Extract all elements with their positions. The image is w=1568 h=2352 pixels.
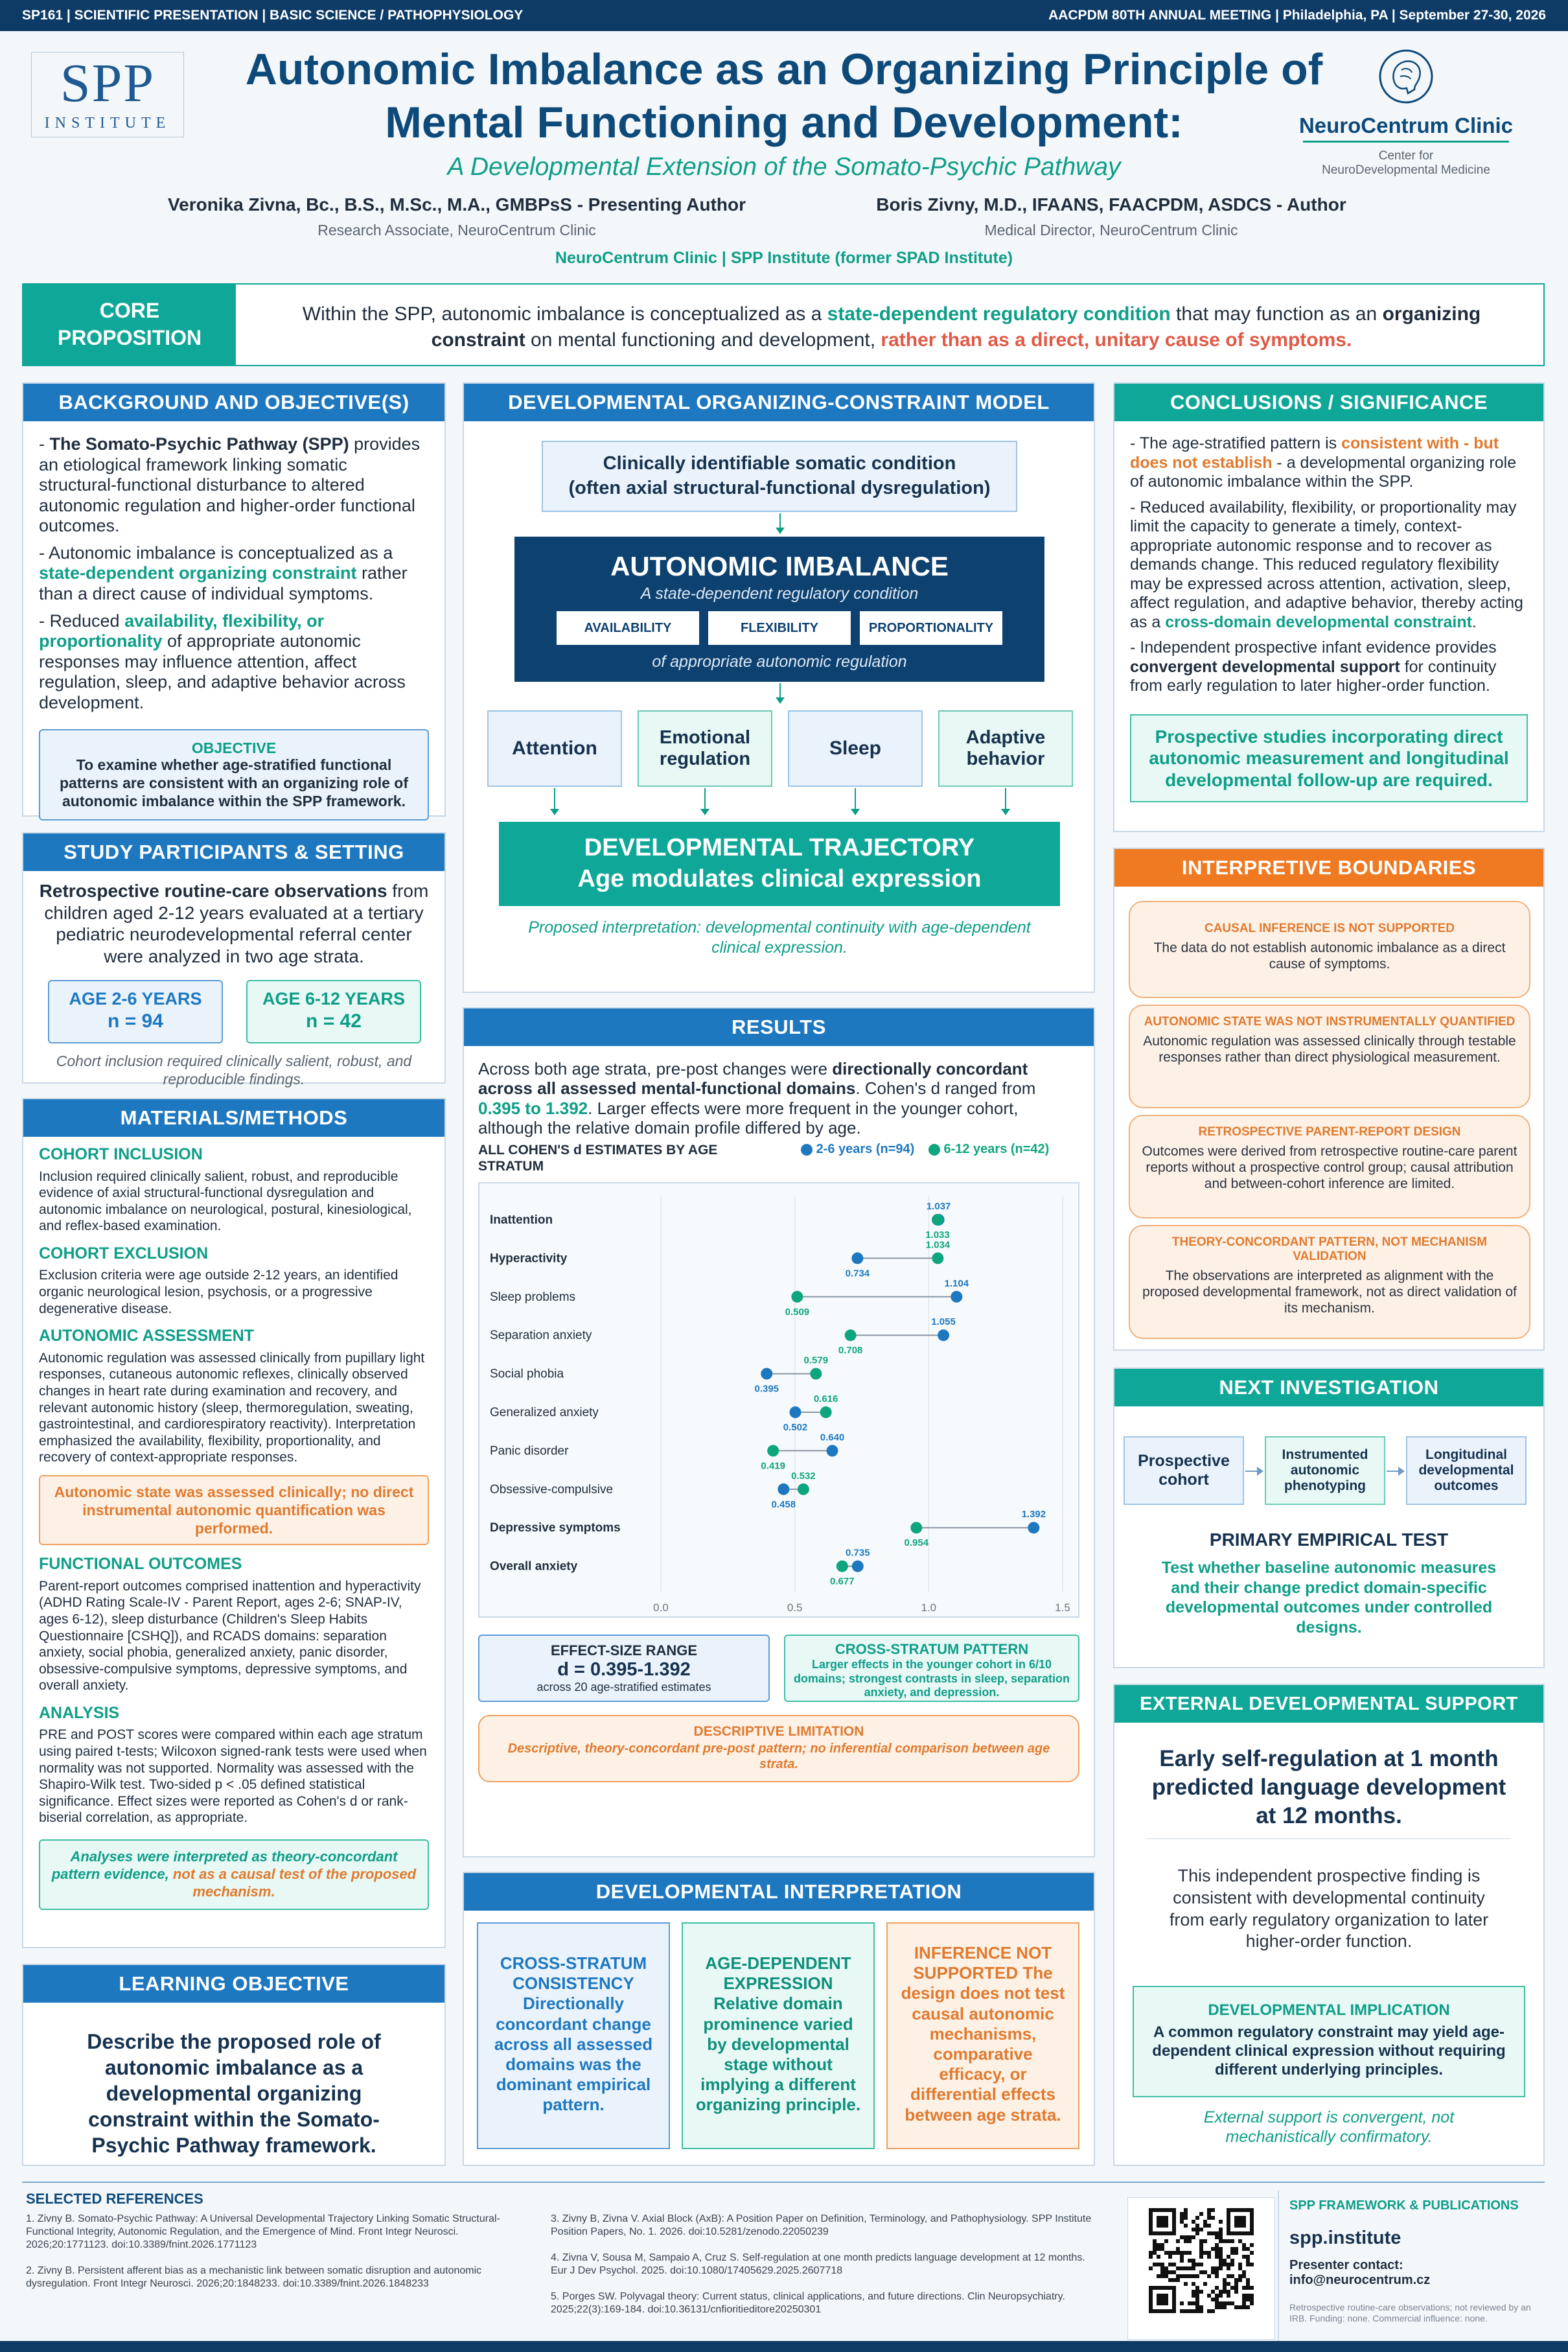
references-col-2 [551, 2213, 1095, 2329]
point-2-6 [761, 1368, 772, 1380]
title-line-2: Mental Functioning and Development: [385, 98, 1183, 147]
external-text: This independent prospective finding is consistent with developmental continuity from early regulatory organization to later higher-order function. [1169, 1866, 1489, 1951]
dot-plot-svg [479, 1183, 1078, 1616]
reference-3: 3. Zivny B, Zivna V. Axial Block (AxB): A Position Paper on Definition, Terminology, and Pathophysiology. SPP Institute Position Papers, No. 1. 2026. doi:10.5281/zenodo.22050239 [551, 2213, 1092, 2237]
methods-title: MATERIALS/METHODS [23, 1099, 444, 1137]
data-label-6-12: 0.579 [803, 1355, 829, 1366]
step-prospective-cohort: Prospective cohort [1124, 1436, 1244, 1505]
chart-heading: ALL COHEN'S d ESTIMATES BY AGE STRATUM [478, 1143, 718, 1174]
y-category-label: Separation anxiety [490, 1329, 592, 1343]
contact-email[interactable]: info@neurocentrum.cz [1289, 2273, 1431, 2287]
point-2-6 [827, 1445, 838, 1456]
framework-title: SPP FRAMEWORK & PUBLICATIONS [1289, 2198, 1519, 2213]
data-label-6-12: 0.509 [785, 1306, 810, 1318]
background-panel [22, 382, 446, 817]
primary-test-text: Test whether baseline autonomic measures and their change predict domain-specific developmental outcomes under controlled designs. [1161, 1559, 1497, 1636]
conclusions-panel [1113, 382, 1545, 832]
x-tick-label: 0.0 [653, 1601, 669, 1614]
learning-title: LEARNING OBJECTIVE [23, 1965, 444, 2003]
spp-logo-sub: INSTITUTE [44, 115, 171, 132]
references-title: SELECTED REFERENCES [26, 2191, 203, 2207]
y-category-label: Sleep problems [490, 1290, 576, 1304]
results-intro: Across both age strata, pre-post changes were directionally concordant across all assessed mental-functional domains. Cohen's d ranged from 0.395 to 1.392. Larger effects were more frequent in the younger cohort, although the relative domain profile differed by age. [478, 1059, 1036, 1138]
cohens-d-chart [478, 1182, 1079, 1618]
references-col-1 [26, 2213, 525, 2303]
site-link[interactable]: spp.institute [1289, 2228, 1401, 2248]
neurocentrum-sub: Center for NeuroDevelopmental Medicine [1322, 149, 1490, 177]
developmental-trajectory-box: DEVELOPMENTAL TRAJECTORY Age modulates clinical expression [499, 822, 1060, 906]
reference-2: 2. Zivny B. Persistent afferent bias as a mechanistic link between somatic disruption and autonomic dysregulation. Front Integr Neurosci. 2026;20:1848233. doi:10.3389/fnint.2026.1848233 [26, 2265, 482, 2289]
external-headline: Early self-regulation at 1 month predicted language development at 12 months. [1151, 1746, 1506, 1828]
reference-1: 1. Zivny B. Somato-Psychic Pathway: A Universal Developmental Trajectory Linking Somatic Structural-Functional Integrity, Autonomic Regulation, and the Emergence of Mind. Front Integr Neurosci. 2026;20:1771123. doi:10.3389/fnint.2026.1771123 [26, 2213, 500, 2250]
methods-t5: PRE and POST scores were compared within each age stratum using paired t-tests; Wilcoxon signed-rank tests were used when normality was not supported. Normality was assessed with the Shapiro-Wilk test. Two-sided p < .05 defined statistical significance. Effect sizes were reported as Cohen's d or rank-biserial correlation, as appropriate. [39, 1727, 427, 1826]
point-2-6 [852, 1561, 864, 1572]
chart-legend [801, 1142, 1086, 1157]
qr-code[interactable] [1127, 2197, 1275, 2340]
poster-title [214, 43, 1354, 181]
brain-head-icon [1377, 47, 1435, 109]
x-tick-label: 1.0 [921, 1601, 937, 1614]
methods-h5: ANALYSIS [39, 1703, 120, 1722]
conclusions-title: CONCLUSIONS / SIGNIFICANCE [1114, 384, 1543, 421]
data-label-2-6: 1.037 [926, 1201, 951, 1212]
interpretation-title: DEVELOPMENTAL INTERPRETATION [464, 1873, 1094, 1911]
boundary-retrospective: RETROSPECTIVE PARENT-REPORT DESIGN Outcomes were derived from retrospective routine-care parent reports without a prospective control group; causal attribution and between-cohort inference are limited. [1129, 1115, 1530, 1218]
point-6-12 [836, 1561, 848, 1572]
data-label-2-6: 0.640 [820, 1432, 845, 1443]
participants-panel [22, 832, 446, 1088]
neurocentrum-logo [1296, 47, 1516, 178]
effect-size-box: EFFECT-SIZE RANGE d = 0.395-1.392 across 20 age-stratified estimates [478, 1635, 770, 1702]
core-proposition [22, 283, 1545, 366]
point-2-6 [789, 1406, 801, 1418]
title-line-1: Autonomic Imbalance as an Organizing Principle of [245, 45, 1323, 94]
y-category-label: Panic disorder [490, 1444, 569, 1458]
point-6-12 [810, 1368, 822, 1380]
step-longitudinal: Longitudinal developmental outcomes [1406, 1436, 1527, 1505]
data-label-6-12: 1.034 [925, 1239, 951, 1251]
conclusions-p1: - The age-stratified pattern is consistent with - but does not establish - a developmental organizing role of autonomic imbalance within the SPP. [1130, 434, 1517, 491]
top-bar-right: AACPDM 80TH ANNUAL MEETING | Philadelphia, PA | September 27-30, 2026 [1048, 8, 1546, 23]
x-tick-label: 1.5 [1055, 1601, 1070, 1614]
data-label-6-12: 0.419 [761, 1460, 785, 1472]
group-2-6: AGE 2-6 YEARS n = 94 [48, 980, 223, 1043]
point-6-12 [798, 1484, 809, 1495]
interp-age-dependent: AGE-DEPENDENT EXPRESSION Relative domain prominence varied by developmental stage without implying a different organizing principle. [682, 1922, 875, 2149]
autonomic-imbalance-box: AUTONOMIC IMBALANCE A state-dependent regulatory condition AVAILABILITY FLEXIBILITY PROPORTIONALITY of appropriate autonomic regulation [514, 537, 1044, 682]
background-p3: - Reduced availability, flexibility, or proportionality of appropriate autonomic responses may influence attention, affect regulation, sleep, and adaptive behavior across development. [39, 611, 406, 712]
point-6-12 [767, 1445, 779, 1456]
domain-sleep: Sleep [788, 710, 923, 787]
tag-flexibility: FLEXIBILITY [708, 611, 851, 645]
data-label-2-6: 0.458 [771, 1498, 796, 1510]
y-category-label: Generalized anxiety [490, 1406, 599, 1419]
contact-label: Presenter contact: [1289, 2258, 1403, 2272]
point-6-12 [910, 1522, 922, 1533]
y-category-label: Obsessive-compulsive [490, 1482, 614, 1496]
y-category-label: Social phobia [490, 1367, 564, 1381]
y-category-label: Depressive symptoms [490, 1521, 621, 1535]
point-2-6 [851, 1252, 863, 1264]
methods-panel [22, 1098, 446, 1948]
point-6-12 [820, 1406, 832, 1418]
poster-subtitle: A Developmental Extension of the Somato-Psychic Pathway [447, 153, 1121, 181]
methods-warning: Autonomic state was assessed clinically; no direct instrumental autonomic quantification was performed. [39, 1475, 429, 1545]
y-category-label: Overall anxiety [490, 1559, 578, 1574]
conclusions-p2: - Reduced availability, flexibility, or proportionality may limit the capacity to generate a timely, context-appropriate autonomic response and to recover as demands change. This reduced regulatory flexibility may be expressed across attention, activation, sleep, affect regulation, and adaptive behavior, thereby acting as a cross-domain developmental constraint. [1130, 498, 1523, 631]
data-label-2-6: 0.734 [845, 1268, 870, 1279]
methods-t2: Exclusion criteria were age outside 2-12 years, an identified organic neurological lesion, psychosis, or a progressive degenerative disease. [39, 1268, 398, 1316]
data-label-6-12: 0.708 [838, 1345, 863, 1356]
external-panel [1113, 1684, 1545, 2166]
model-panel [463, 382, 1095, 993]
model-title: DEVELOPMENTAL ORGANIZING-CONSTRAINT MODEL [464, 384, 1094, 421]
primary-test-head: PRIMARY EMPIRICAL TEST [1209, 1530, 1449, 1550]
boundaries-panel [1113, 848, 1545, 1351]
framework-info [1289, 2198, 1542, 2324]
boundary-quantified: AUTONOMIC STATE WAS NOT INSTRUMENTALLY QUANTIFIED Autonomic regulation was assessed clinically through testable responses rather than direct physiological measurement. [1129, 1005, 1530, 1108]
domain-attention: Attention [487, 710, 622, 787]
external-foot: External support is convergent, not mechanistically confirmatory. [1203, 2108, 1455, 2146]
objective-box [39, 729, 429, 821]
data-label-6-12: 0.954 [904, 1537, 929, 1549]
participants-note: Cohort inclusion required clinically salient, robust, and reproducible findings. [56, 1053, 412, 1088]
step-instrumented: Instrumented autonomic phenotyping [1265, 1436, 1385, 1505]
somatic-condition-box: Clinically identifiable somatic condition (often axial structural-functional dysregulation) [542, 441, 1017, 512]
affiliations: NeuroCentrum Clinic | SPP Institute (former SPAD Institute) [555, 249, 1013, 267]
background-p2: - Autonomic imbalance is conceptualized as a state-dependent organizing constraint rather than a direct cause of individual symptoms. [39, 542, 408, 604]
implication-box: DEVELOPMENTAL IMPLICATION A common regulatory constraint may yield age-dependent clinical expression without requiring different underlying principles. [1133, 1986, 1525, 2097]
learning-panel [22, 1964, 446, 2166]
data-label-6-12: 0.616 [813, 1393, 838, 1404]
reference-4: 4. Zivna V, Sousa M, Sampaio A, Cruz S. Self-regulation at one month predicts language development at 12 months. Eur J Dev Psychol. 2025. doi:10.1080/17405629.2025.2607718 [551, 2252, 1085, 2276]
author-1 [78, 194, 836, 239]
y-category-label: Inattention [490, 1213, 553, 1227]
tag-proportionality: PROPORTIONALITY [860, 611, 1002, 645]
point-2-6 [938, 1329, 949, 1341]
qr-code-icon [1149, 2208, 1254, 2313]
author-2 [732, 194, 1490, 239]
data-label-6-12: 1.033 [925, 1229, 950, 1240]
data-label-2-6: 0.395 [754, 1383, 779, 1395]
data-label-2-6: 1.055 [931, 1316, 956, 1328]
interpretation-panel [463, 1872, 1095, 2166]
boundaries-title: INTERPRETIVE BOUNDARIES [1114, 849, 1543, 887]
point-6-12 [791, 1291, 803, 1303]
methods-t1: Inclusion required clinically salient, robust, and reproducible evidence of axial structural-functional dysregulation and autonomic imbalance on neurological, postural, kinesiological, and reflex-based examination. [39, 1169, 412, 1234]
point-6-12 [932, 1214, 943, 1226]
methods-t4: Parent-report outcomes comprised inattention and hyperactivity (ADHD Rating Scale-IV - Parent Report, ages 2-6; SNAP-IV, ages 6-12), sleep disturbance (Children's Sleep Habits Questionnaire [CSHQ]), and RCADS domains: separation anxiety, social phobia, generalized anxiety, panic disorder, obsessive-compulsive symptoms, depressive symptoms, and overall anxiety. [39, 1578, 421, 1694]
spp-logo-text: SPP [60, 53, 156, 113]
point-2-6 [1028, 1522, 1039, 1533]
next-panel [1113, 1368, 1545, 1668]
data-label-2-6: 1.392 [1021, 1509, 1046, 1520]
legend-6-12: 6-12 years (n=42) [943, 1142, 1050, 1156]
data-label-2-6: 1.104 [944, 1277, 969, 1289]
conclusions-callout: Prospective studies incorporating direct autonomic measurement and longitudinal developmental follow-up are required. [1130, 714, 1528, 803]
methods-t3: Autonomic regulation was assessed clinically from pupillary light responses, cutaneous autonomic reflexes, clinically observed changes in heart rate during examination and recovery, and relevant autonomic history (sleep, thermoregulation, sweating, gastrointestinal, and cardiorespiratory reactivity). Interpretation emphasized the availability, flexibility, proportionality, and recovery of context-appropriate responses. [39, 1350, 425, 1465]
author-1-name: Veronika Zivna, Bc., B.S., M.Sc., M.A., GMBPsS - Presenting Author [167, 194, 746, 215]
data-label-6-12: 0.532 [791, 1470, 816, 1482]
cross-stratum-box: CROSS-STRATUM PATTERN Larger effects in the younger cohort in 6/10 domains; strongest contrasts in sleep, separation anxiety, and depression. [784, 1635, 1079, 1702]
interp-inference: INFERENCE NOT SUPPORTED The design does not test causal autonomic mechanisms, comparative efficacy, or differential effects between age strata. [886, 1922, 1079, 2149]
domain-adaptive-behavior: Adaptive behavior [938, 710, 1073, 787]
results-panel [463, 1007, 1095, 1857]
objective-text: To examine whether age-stratified functional patterns are consistent with an organizing role of autonomic imbalance within the SPP framework. [59, 756, 409, 809]
results-title: RESULTS [464, 1008, 1094, 1046]
background-title: BACKGROUND AND OBJECTIVE(S) [23, 384, 444, 421]
participants-text: Retrospective routine-care observations from children aged 2-12 years evaluated at a tertiary pediatric neurodevelopmental referral center were analyzed in two age strata. [39, 881, 429, 966]
author-1-role: Research Associate, NeuroCentrum Clinic [317, 222, 596, 239]
boundary-causal: CAUSAL INFERENCE IS NOT SUPPORTED The data do not establish autonomic imbalance as a direct cause of symptoms. [1129, 901, 1530, 998]
next-title: NEXT INVESTIGATION [1114, 1369, 1543, 1406]
methods-h4: FUNCTIONAL OUTCOMES [39, 1555, 242, 1574]
top-bar [0, 0, 1568, 31]
top-bar-left: SP161 | SCIENTIFIC PRESENTATION | BASIC SCIENCE / PATHOPHYSIOLOGY [22, 8, 524, 23]
methods-note: Analyses were interpreted as theory-concordant pattern evidence, not as a causal test of the proposed mechanism. [39, 1839, 429, 1909]
background-p1: - The Somato-Psychic Pathway (SPP) provides an etiological framework linking somatic structural-functional disturbance to altered autonomic regulation and higher-order functional outcomes. [39, 434, 421, 536]
point-6-12 [845, 1329, 857, 1341]
reference-5: 5. Porges SW. Polyvagal theory: Current status, clinical applications, and future directions. Clin Neuropsychiatry. 2025;22(3):169-184. doi:10.36131/cnfioritieditore20250301 [551, 2291, 1065, 2315]
point-6-12 [932, 1252, 943, 1264]
learning-text: Describe the proposed role of autonomic imbalance as a developmental organizing constraint within the Somato-Psychic Pathway framework. [87, 2030, 381, 2157]
methods-h1: COHORT INCLUSION [39, 1145, 203, 1163]
group-6-12: AGE 6-12 YEARS n = 42 [246, 980, 421, 1043]
x-tick-label: 0.5 [787, 1601, 803, 1614]
author-2-name: Boris Zivny, M.D., IFAANS, FAACPDM, ASDCS - Author [876, 194, 1346, 215]
data-label-2-6: 0.735 [846, 1547, 870, 1559]
descriptive-limitation-box: DESCRIPTIVE LIMITATION Descriptive, theory-concordant pre-post pattern; no inferential comparison between age strata. [478, 1715, 1079, 1782]
boundary-theory: THEORY-CONCORDANT PATTERN, NOT MECHANISM VALIDATION The observations are interpreted as alignment with the proposed developmental framework, not as direct validation of its mechanism. [1129, 1225, 1530, 1339]
methods-h2: COHORT EXCLUSION [39, 1244, 209, 1263]
point-2-6 [778, 1484, 789, 1495]
data-label-6-12: 0.677 [830, 1576, 855, 1587]
external-title: EXTERNAL DEVELOPMENTAL SUPPORT [1114, 1685, 1543, 1723]
objective-head: OBJECTIVE [191, 739, 277, 756]
footer-note: Retrospective routine-care observations; not reviewed by an IRB. Funding: none. Commercial influence: none. [1289, 2302, 1531, 2323]
core-label: CORE PROPOSITION [23, 285, 236, 365]
domain-emotional-regulation: Emotional regulation [638, 710, 772, 787]
interp-cross-stratum: CROSS-STRATUM CONSISTENCY Directionally concordant change across all assessed domains was the dominant empirical pattern. [477, 1922, 670, 2149]
data-label-2-6: 0.502 [783, 1422, 808, 1433]
legend-2-6: 2-6 years (n=94) [816, 1142, 915, 1156]
core-text: Within the SPP, autonomic imbalance is conceptualized as a state-dependent regulatory condition that may function as an organizing constraint on mental functioning and development, rather than as a direct, unitary cause of symptoms. [302, 303, 1481, 351]
spp-logo [31, 52, 184, 137]
model-caption: Proposed interpretation: developmental continuity with age-dependent clinical expression. [528, 918, 1031, 957]
participants-title: STUDY PARTICIPANTS & SETTING [23, 833, 444, 871]
point-2-6 [951, 1291, 962, 1303]
tag-availability: AVAILABILITY [557, 611, 699, 645]
methods-h3: AUTONOMIC ASSESSMENT [39, 1327, 254, 1345]
neurocentrum-name: NeuroCentrum Clinic [1298, 113, 1514, 137]
author-2-role: Medical Director, NeuroCentrum Clinic [984, 222, 1238, 239]
conclusions-p3: - Independent prospective infant evidence provides convergent developmental support for continuity from early regulation to later higher-order function. [1130, 638, 1497, 695]
y-category-label: Hyperactivity [490, 1252, 568, 1266]
